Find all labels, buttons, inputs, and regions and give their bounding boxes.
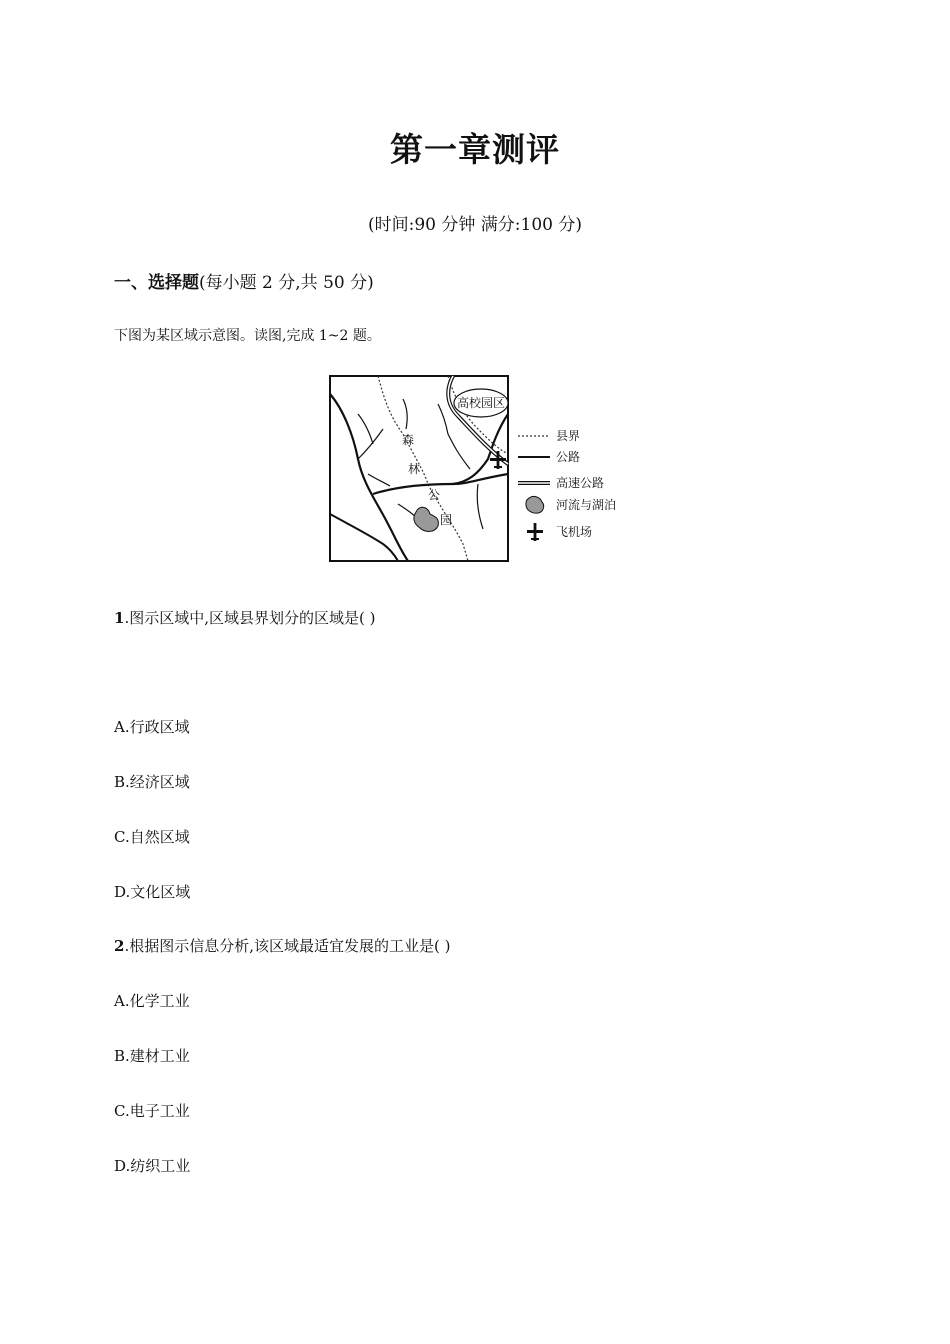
question-1-option-c[interactable]: C.自然区域 (114, 828, 190, 846)
forest-label-1: 森 (402, 433, 415, 447)
question-2-option-a[interactable]: A.化学工业 (114, 992, 190, 1010)
question-2-option-b[interactable]: B.建材工业 (114, 1047, 190, 1065)
legend-airplane-icon (527, 523, 543, 541)
question-2-option-d[interactable]: D.纺织工业 (114, 1157, 191, 1175)
question-2-option-c[interactable]: C.电子工业 (114, 1102, 190, 1120)
legend-road-label: 公路 (556, 450, 581, 464)
question-2-number: 2 (114, 937, 125, 955)
airport-icon (490, 451, 506, 469)
park-label-2: 园 (440, 513, 453, 527)
legend-lake-symbol (526, 496, 544, 513)
region-map (328, 374, 628, 564)
question-1 (114, 607, 375, 628)
road-2 (453, 414, 508, 484)
legend-airport-label: 飞机场 (556, 525, 593, 539)
map-legend (518, 429, 616, 541)
exam-info: (时间:90 分钟 满分:100 分) (367, 215, 582, 235)
section-heading (114, 268, 374, 293)
park-label-1: 公 (428, 488, 441, 502)
legend-highway-label: 高速公路 (556, 476, 605, 490)
legend-lake-label: 河流与湖泊 (556, 498, 617, 512)
question-2 (114, 935, 450, 956)
legend-county-label: 县界 (556, 429, 581, 443)
river-west (330, 514, 398, 561)
question-1-option-b[interactable]: B.经济区域 (114, 773, 190, 791)
question-1-option-d[interactable]: D.文化区域 (114, 883, 191, 901)
map-intro: 下图为某区域示意图。读图,完成 1~2 题。 (114, 328, 381, 344)
forest-label-2: 林 (408, 462, 421, 476)
river-tributary-1 (358, 429, 383, 459)
question-2-text: .根据图示信息分析,该区域最适宜发展的工业是( ) (124, 937, 451, 955)
river-tributary-5 (477, 484, 483, 529)
river-tributary-2 (358, 414, 373, 444)
road-1 (373, 474, 508, 494)
river-tributary-3 (403, 399, 407, 429)
question-1-number: 1 (114, 609, 125, 627)
section-title: 一、选择题 (114, 273, 199, 293)
campus-label: 高校园区 (456, 396, 506, 410)
page-title: 第一章测评 (390, 130, 560, 169)
river-tributary-7 (368, 474, 390, 486)
question-1-option-a[interactable]: A.行政区域 (114, 718, 190, 736)
section-note: (每小题 2 分,共 50 分) (199, 273, 374, 293)
question-1-text: .图示区域中,区域县界划分的区域是( ) (124, 609, 376, 627)
lake (414, 507, 438, 531)
